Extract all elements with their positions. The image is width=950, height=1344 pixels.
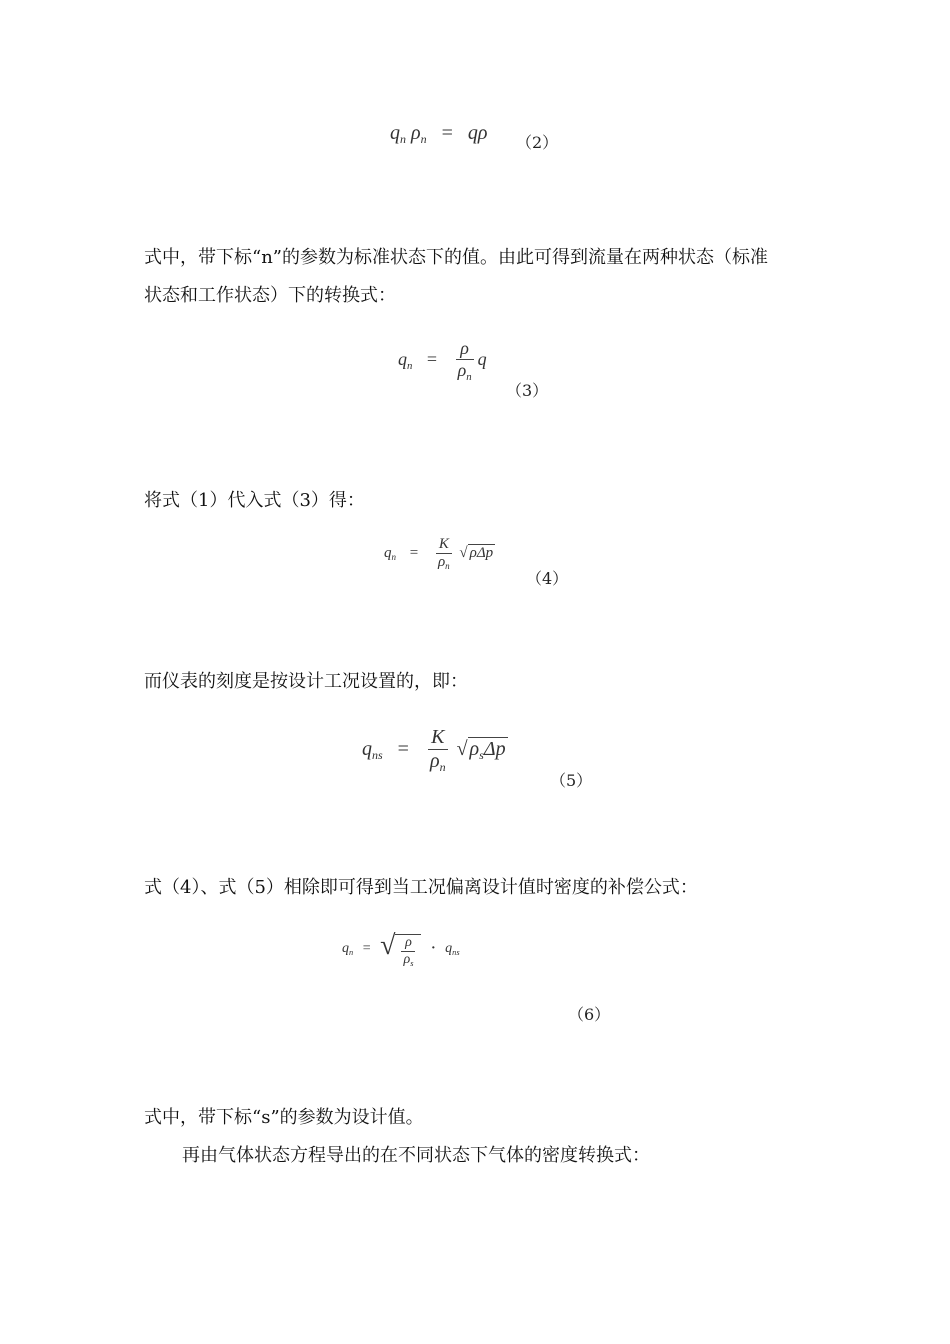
paragraph-1-line-2: 状态和工作状态）下的转换式：	[144, 285, 396, 306]
equation-number-6: （6）	[568, 1005, 611, 1024]
eq6-q: $q_n$	[342, 941, 354, 958]
eq2-q: $q_n$	[390, 122, 406, 147]
eq4-fraction	[436, 536, 452, 571]
paragraph-3: 而仪表的刻度是按设计工况设置的，即：	[144, 671, 468, 692]
paragraph-4: 式（4）、式（5）相除即可得到当工况偏离设计值时密度的补偿公式：	[144, 877, 698, 898]
eq3-equals: =	[426, 348, 438, 369]
eq6-sqrt: √ $\frac{\rho}{\rho_s}$	[380, 930, 421, 968]
eq6-fraction	[401, 935, 415, 968]
eq2-rho: $\rho_n$	[411, 122, 427, 147]
eq2-qrho: qρ	[467, 122, 488, 144]
eq5-fraction	[428, 726, 448, 775]
eq2-equals: =	[441, 122, 453, 144]
eq5-numerator: K	[428, 726, 448, 750]
equation-number-2: （2）	[516, 133, 559, 152]
eq5-equals: =	[397, 738, 409, 761]
eq3-denominator: $\rho_n$	[457, 360, 472, 383]
equation-3	[398, 338, 487, 383]
eq6-denominator: $\rho_s$	[403, 951, 414, 968]
eq5-q: $q_{ns}$	[362, 738, 383, 763]
equation-2	[390, 122, 488, 147]
eq6-qns: $q_{ns}$	[445, 941, 460, 958]
equation-6	[342, 930, 460, 968]
eq3-q-factor: q	[477, 348, 487, 369]
equation-number-5: （5）	[550, 771, 593, 790]
eq4-sqrt: √ ρΔp	[459, 545, 494, 562]
equation-4	[384, 536, 495, 571]
eq4-q: $q_n$	[384, 545, 396, 563]
eq6-equals: =	[362, 941, 371, 957]
eq6-numerator: ρ	[401, 935, 415, 952]
paragraph-2: 将式（1）代入式（3）得：	[144, 490, 365, 511]
equation-5	[362, 726, 508, 775]
equation-number-3: （3）	[506, 381, 549, 400]
paragraph-5: 式中，带下标“s”的参数为设计值。	[144, 1107, 424, 1128]
equation-number-4: （4）	[526, 569, 569, 588]
eq5-sqrt: √ $\rho_s\Delta p$	[456, 738, 506, 763]
eq3-q: $q_n$	[398, 348, 413, 372]
eq4-numerator: K	[436, 536, 452, 554]
paragraph-1-line-1: 式中，带下标“n”的参数为标准状态下的值。由此可得到流量在两种状态（标准	[144, 247, 768, 268]
eq4-denominator: $\rho_n$	[437, 554, 450, 572]
eq3-fraction	[456, 338, 474, 383]
eq4-equals: =	[409, 545, 419, 562]
eq6-dot: ·	[430, 941, 436, 957]
eq3-numerator: ρ	[456, 338, 474, 360]
eq5-denominator: $\rho_n$	[429, 750, 446, 775]
paragraph-6: 再由气体状态方程导出的在不同状态下气体的密度转换式：	[182, 1145, 650, 1166]
